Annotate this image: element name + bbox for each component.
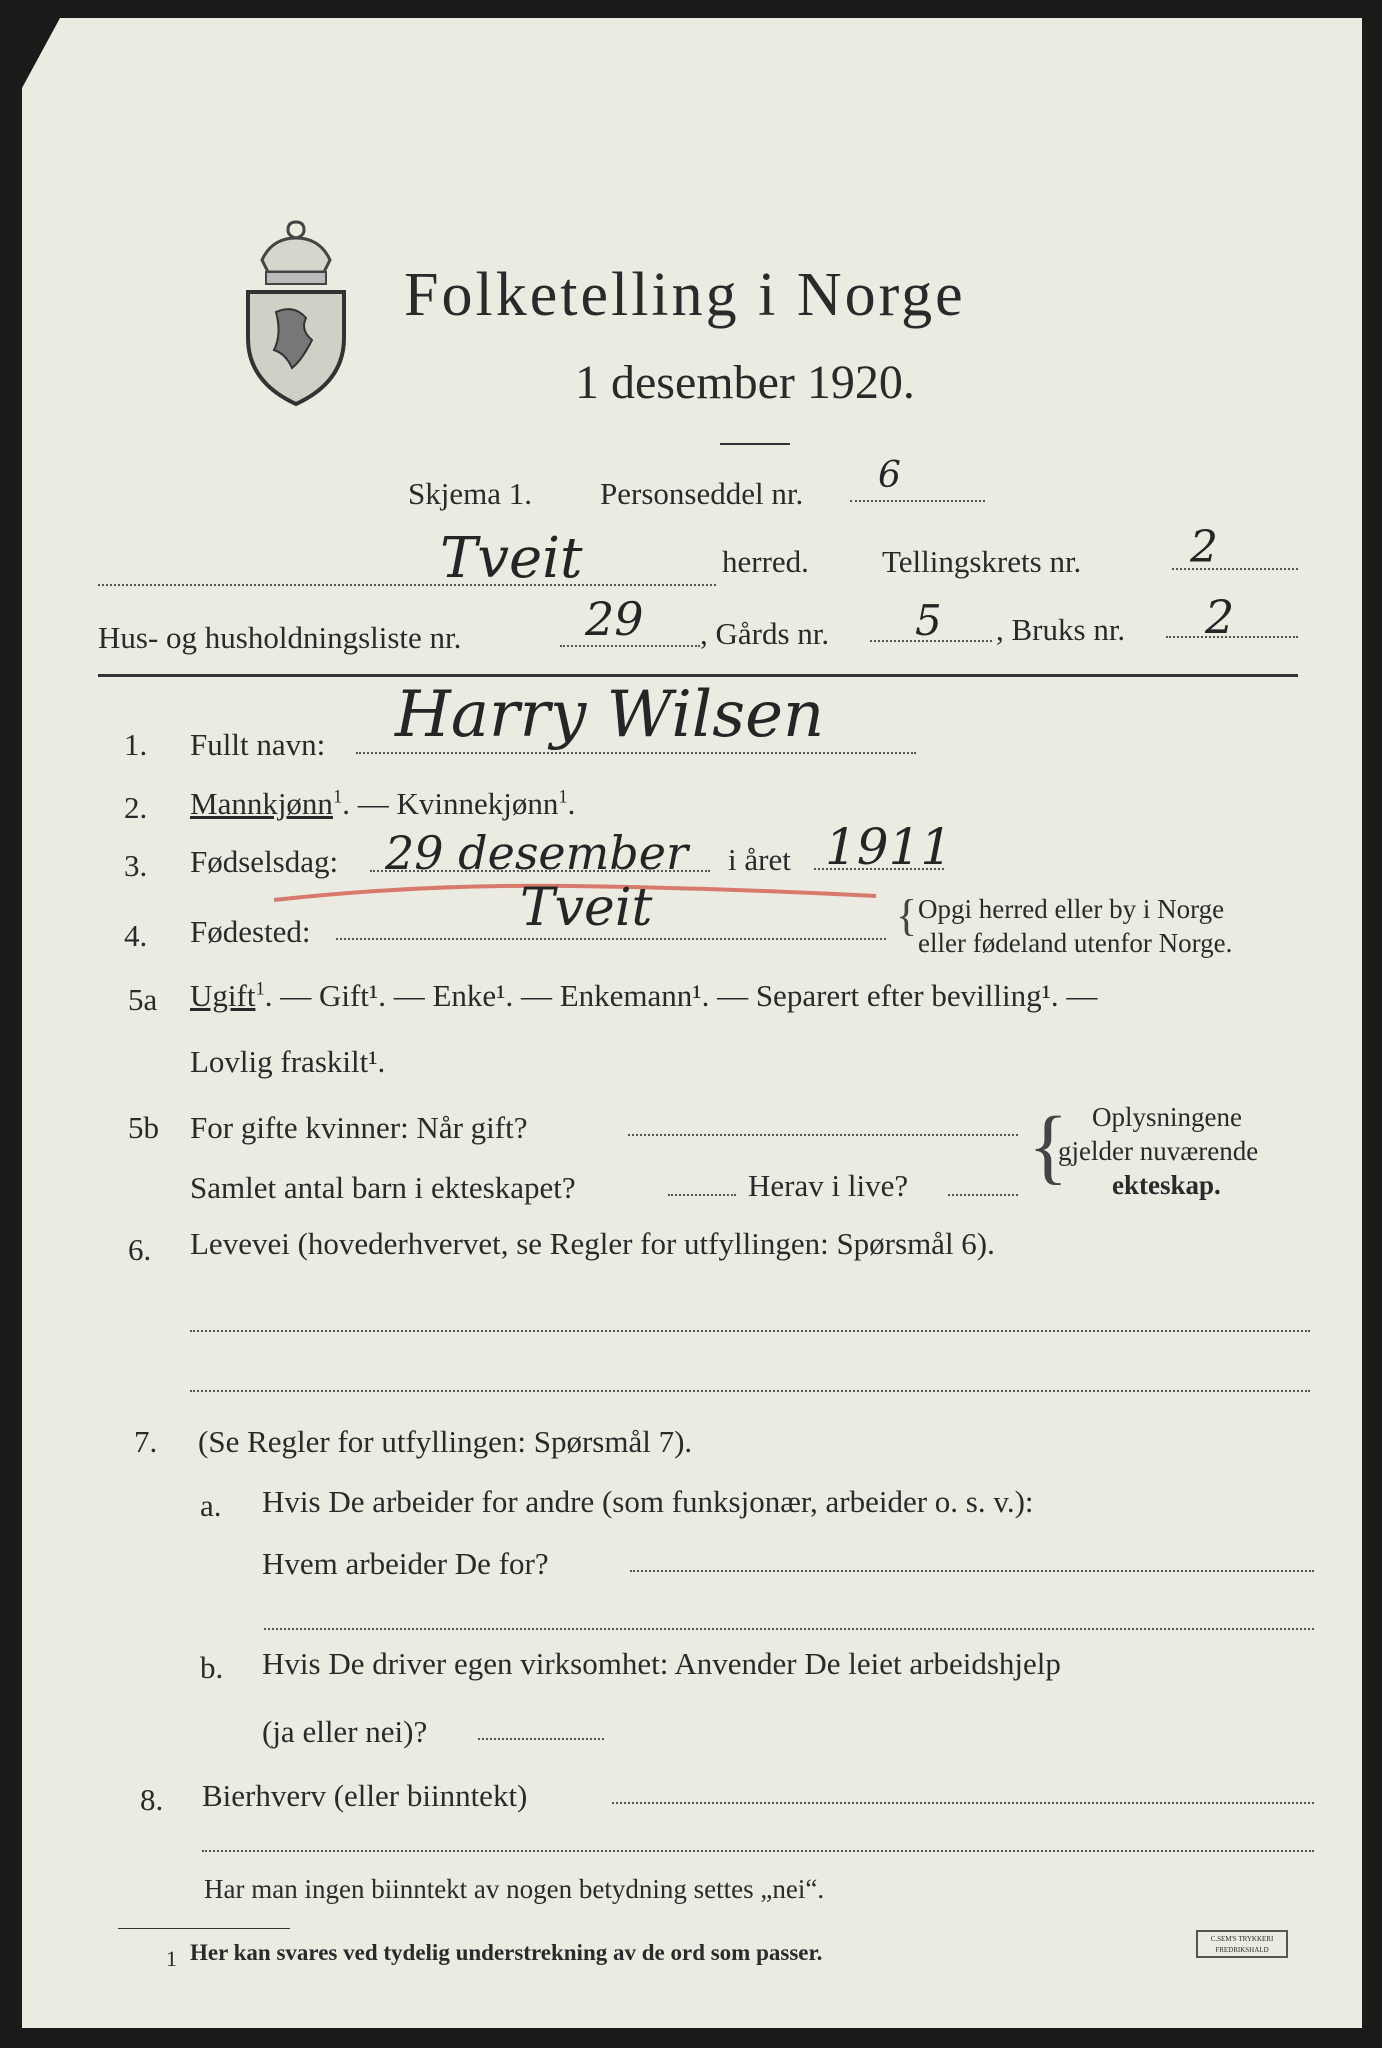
form-date: 1 desember 1920. (575, 356, 915, 409)
q7a-field2 (264, 1628, 1314, 1630)
printer-stamp (1196, 1930, 1288, 1958)
q4-note-line2: eller fødeland utenfor Norge. (918, 928, 1233, 958)
q3-number: 3. (124, 848, 148, 883)
q2-female-option[interactable]: Kvinnekjønn (396, 786, 559, 821)
herred-value[interactable]: Tveit (440, 526, 583, 591)
q7-number: 7. (134, 1424, 158, 1459)
q1-line (356, 752, 916, 754)
bruks-value[interactable]: 2 (1205, 590, 1235, 644)
q5b-line1-field (628, 1134, 1018, 1136)
stamp-line2: FREDRIKSHALD (1215, 1946, 1269, 1954)
q7b-number: b. (200, 1650, 224, 1685)
q7b-line1: Hvis De driver egen virksomhet: Anvender De leiet arbeidshjelp (262, 1646, 1061, 1681)
q5a-other-options: . — Gift¹. — Enke¹. — Enkemann¹. — Separert efter bevilling¹. — (264, 978, 1098, 1013)
q4-line (336, 938, 886, 940)
q2-male-option[interactable]: Mannkjønn (190, 786, 333, 821)
q8-field1 (612, 1802, 1314, 1804)
q4-brace: { (896, 891, 918, 940)
q4-note-line1: Opgi herred eller by i Norge (918, 894, 1225, 924)
stamp-line1: C.SEM'S TRYKKERI (1210, 1935, 1274, 1943)
q5b-note-line2: gjelder nuværende (1058, 1136, 1259, 1166)
form-title: Folketelling i Norge (404, 261, 966, 329)
q6-line1 (190, 1330, 1310, 1332)
q2-separator: . — (342, 786, 397, 821)
birth-date-value[interactable]: 29 desember (385, 826, 688, 880)
footer-note: Har man ingen biinntekt av nogen betydning settes „nei“. (204, 1874, 825, 1904)
q3-year-label: i året (728, 842, 791, 877)
q3-label: Fødselsdag: (190, 844, 339, 879)
footnote-divider (118, 1928, 290, 1929)
footnote-mark: 1 (166, 1946, 177, 1971)
q2-end: . (567, 786, 576, 821)
header-separator (98, 674, 1298, 677)
title-divider (720, 443, 790, 445)
q6-number: 6. (128, 1232, 152, 1267)
birth-year-value[interactable]: 1911 (825, 818, 953, 876)
q4-number: 4. (124, 918, 148, 953)
coat-of-arms-icon (240, 212, 352, 412)
q8-number: 8. (140, 1782, 164, 1817)
birth-place-value[interactable]: Tveit (520, 878, 653, 938)
q5b-note-line1: Oplysningene (1092, 1102, 1242, 1132)
q5a-line2: Lovlig fraskilt¹. (190, 1044, 386, 1079)
q1-label: Fullt navn: (190, 727, 326, 762)
q7a-line1: Hvis De arbeider for andre (som funksjonær, arbeider o. s. v.): (262, 1484, 1034, 1519)
q5a-options: Ugift$^1$. — Gift¹. — Enke¹. — Enkemann¹. — Separert efter bevilling¹. — (190, 978, 1098, 1013)
tellingskrets-value[interactable]: 2 (1190, 522, 1218, 573)
q2-number: 2. (124, 790, 148, 825)
q5b-note-line3: ekteskap. (1112, 1170, 1221, 1200)
q5b-line2b: Herav i live? (748, 1168, 909, 1203)
q5a-ugift-option[interactable]: Ugift (190, 978, 256, 1013)
q5a-number: 5a (128, 982, 158, 1017)
full-name-value[interactable]: Harry Wilsen (395, 678, 825, 752)
q1-number: 1. (124, 727, 148, 762)
husliste-value[interactable]: 29 (585, 592, 644, 646)
q5b-living-field (948, 1194, 1018, 1196)
q7b-line2: (ja eller nei)? (262, 1714, 428, 1749)
herred-label: herred. (722, 544, 809, 579)
bruks-label: , Bruks nr. (996, 612, 1126, 647)
q4-label: Fødested: (190, 914, 311, 949)
personseddel-value[interactable]: 6 (878, 455, 901, 496)
gards-value[interactable]: 5 (915, 596, 942, 645)
footnote-text: Her kan svares ved tydelig understrekning av de ord som passer. (190, 1940, 823, 1965)
q5b-line2a: Samlet antal barn i ekteskapet? (190, 1170, 576, 1205)
q5b-children-field (668, 1194, 736, 1196)
q8-field2 (202, 1850, 1314, 1852)
q7a-line2: Hvem arbeider De for? (262, 1546, 549, 1581)
q5b-brace: { (1028, 1100, 1069, 1193)
personseddel-line (850, 500, 985, 502)
husliste-label: Hus- og husholdningsliste nr. (98, 620, 462, 655)
tellingskrets-label: Tellingskrets nr. (882, 544, 1082, 579)
q7a-field1 (630, 1570, 1314, 1572)
herred-line (98, 584, 716, 586)
q6-line2 (190, 1390, 1310, 1392)
q2-sex-options: Mannkjønn$^1$. — Kvinnekjønn$^1$. (190, 786, 576, 821)
gards-label: , Gårds nr. (700, 616, 830, 651)
q5b-number: 5b (128, 1110, 159, 1145)
q8-label: Bierhverv (eller biinntekt) (202, 1778, 528, 1813)
q7a-number: a. (200, 1488, 222, 1523)
skjema-label: Skjema 1. (408, 476, 532, 511)
q7-label: (Se Regler for utfyllingen: Spørsmål 7). (198, 1424, 693, 1459)
q5b-line1: For gifte kvinner: Når gift? (190, 1110, 528, 1145)
q6-label: Levevei (hovederhvervet, se Regler for utfyllingen: Spørsmål 6). (190, 1226, 995, 1261)
q7b-field (478, 1738, 604, 1740)
personseddel-label: Personseddel nr. (600, 476, 804, 511)
